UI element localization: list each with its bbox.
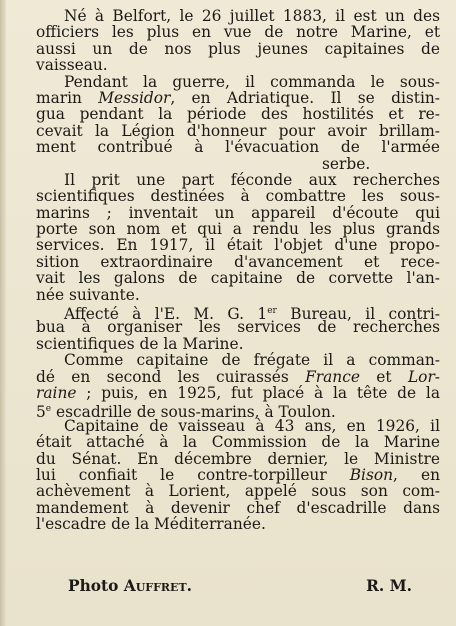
article-line: serbe. [322, 154, 371, 173]
article-line: était attaché à la Commission de la Marine [36, 433, 440, 452]
article-line: mandement à devenir chef d'escadrille dans [36, 498, 440, 517]
article-line: Il prit une part féconde aux recherches [64, 170, 440, 189]
article-line: lui confiait le contre-torpilleur Bison, en [36, 465, 440, 484]
article-line: ment contribué à l'évacuation de l'armée [36, 138, 440, 157]
article-line: sition extraordinaire d'avancement et rece- [36, 252, 440, 271]
article-line: Affecté à l'E. M. G. 1er Bureau, il contri- [64, 305, 440, 324]
article-body [36, 8, 440, 533]
photo-label: Photo [68, 577, 119, 595]
article-line: Pendant la guerre, il commanda le sous- [64, 72, 440, 91]
page-gutter [0, 0, 6, 626]
article-line: scientifiques destinées à combattre les sous- [36, 187, 440, 206]
article-line: gua pendant la période des hostilités et re- [36, 105, 440, 124]
article-line: Capitaine de vaisseau à 43 ans, en 1926, il [64, 416, 440, 435]
article-line: 5e escadrille de sous-marins, à Toulon. [36, 403, 336, 422]
article-line: vait les galons de capitaine de corvette l'an- [36, 269, 440, 288]
photographer-name: Auffret. [123, 577, 192, 595]
article-line: l'escadre de la Méditerranée. [36, 515, 266, 534]
article-line: dé en second les cuirassés France et Lor- [36, 367, 440, 386]
article-line: marins ; inventait un appareil d'écoute qui [36, 203, 440, 222]
article-line: aussi un de nos plus jeunes capitaines de [36, 39, 440, 58]
article-line: officiers les plus en vue de notre Marine, et [36, 23, 440, 42]
article-line: cevait la Légion d'honneur pour avoir brillam- [36, 121, 440, 140]
article-line: scientifiques de la Marine. [36, 334, 244, 353]
article-line: née suivante. [36, 285, 140, 304]
article-line: bua à organiser les services de recherches [36, 318, 440, 337]
article-line: Comme capitaine de frégate il a comman- [64, 351, 440, 370]
photo-credit-left [68, 577, 192, 595]
article-line: achèvement à Lorient, appelé sous son com- [36, 482, 440, 501]
article-line: vaisseau. [36, 56, 108, 75]
article-line: marin Messidor, en Adriatique. Il se distin- [36, 88, 440, 107]
author-initials: R. M. [366, 577, 412, 595]
article-line: du Sénat. En décembre dernier, le Ministre [36, 449, 440, 468]
article-line: Né à Belfort, le 26 juillet 1883, il est un des [64, 7, 440, 25]
article-line: porte son nom et qui a rendu les plus grands [36, 220, 440, 239]
article-line: raine ; puis, en 1925, fut placé à la tête de la [36, 383, 440, 402]
article-line: services. En 1917, il était l'objet d'une propo- [36, 236, 440, 255]
